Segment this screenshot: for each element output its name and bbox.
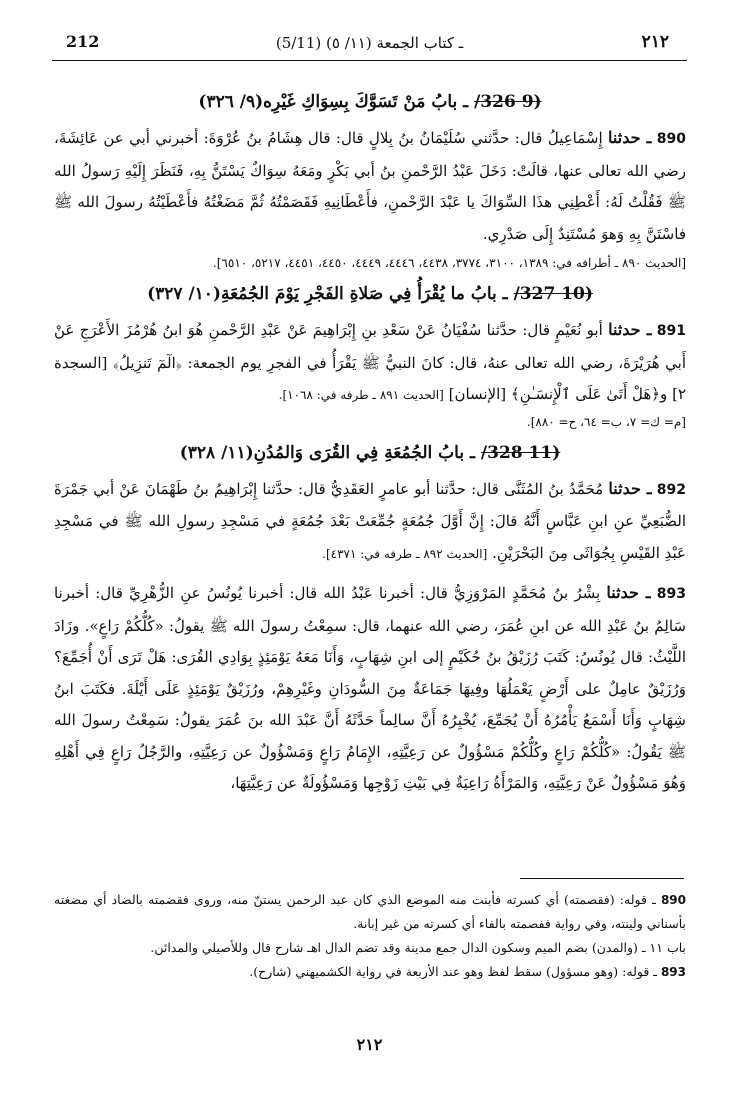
footnote: [54, 960, 686, 984]
chapter-title: ـ بابُ مَنْ تَسَوَّكَ بِسِوَاكِ غَيْرِه(٩/ ٣٢٦): [198, 92, 469, 112]
haddathana-label: ـ حدثنا: [606, 583, 651, 602]
chapter-number: (9 326/: [474, 92, 542, 112]
hadith-text: أبو نُعَيْمٍ قال: حدَّثنا سُفْيَانُ عَنْ سَعْدِ بنِ إِبْرَاهِيمَ عَنْ عَبْدِ الرَّحْمنِ هُوَ ابنُ هُرْمُزَ الأَعْرَجِ عَنْ أَبي هُرَيْرَةَ، رضي الله تعالى عنهُ، قال: كانَ النبيُّ ﷺ يَقْرَأُ في الفجرِ يوم الجمعة: ﴿الٓمٓ تَنزِيلُ﴾ [السجدة ٢] و﴿هَلْ أَتَىٰ عَلَى ٱلْإِنسَـٰنِ﴾ [الإنسان]: [54, 321, 686, 403]
running-title: (5/11) ـ كتاب الجمعة (١١/ ٥): [275, 34, 464, 52]
hadith-text: مُحَمَّدُ بنُ المُثَنَّى قال: حدَّثنا أبو عامرٍ العَقَدِيُّ قال: حدَّثنا إِبْرَاهِيمُ بنُ طَهْمَانَ عَنْ أبي جَمْرَةَ الضُّبَعِيِّ عنِ ابنِ عَبَّاسٍ أَنَّهُ قالَ: إِنَّ أَوَّلَ جُمُعَةٍ جُمِّعَتْ بَعْدَ جُمُعَةٍ في مَسْجِدِ رسولِ الله ﷺ في مَسْجِدِ عَبْدِ القَيْسِ بِجُوَاثَى مِنَ البَحْرَيْنِ.: [54, 479, 686, 562]
hadith-text: بِشْرُ بنُ مُحَمَّدٍ المَرْوَزِيُّ قال: أخبرنا عَبْدُ الله قال: أخبرنا يُونُسُ عنِ الزُّهْرِيِّ قال: أخبرنا سَالِمُ بنُ عَبْدِ الله عن ابنِ عُمَرَ، رضي الله عنهما، قال: سمِعْتُ رسولَ الله ﷺ يقولُ: «كُلُّكُمْ رَاعٍ». وزَادَ اللَّيْثُ: قال يُونُسُ: كَتَبَ رُزَيْقُ بنُ حُكَيْمٍ إلى ابنِ شِهَابٍ، وَأَنَا مَعَهُ يَوْمَئِذٍ بِوَادِي القُرَى: هَلْ تَرَى أَنْ أُجَمِّعَ؟ وَرُزَيْقٌ عامِلٌ على أَرْضٍ يَعْمَلُهَا وفِيهَا جَمَاعَةٌ مِنَ السُّودَانِ وغَيْرِهِمْ، ورُزَيْقٌ يَوْمَئِذٍ عَلَى أَيْلَةَ. فكَتَبَ ابنُ شِهَابٍ وَأَنَا أَسْمَعُ يَأْمُرُهُ أَنْ يُجَمِّعَ، يُخْبِرُهُ أَنَّ سالِماً حَدَّثَهُ أَنَّ عَبْدَ الله بنَ عُمَرَ يقولُ: سَمِعْتُ رسولَ الله ﷺ يَقُولُ: «كُلُّكُمْ رَاعٍ وكُلُّكُمْ مَسْؤُولٌ عن رَعِيَّتِهِ، الإِمَامُ رَاعٍ وَمَسْؤُولٌ عن رَعِيَّتِهِ، والرَّجُلُ رَاعٍ فِي أَهْلِهِ وَهُوَ مَسْؤُولٌ عَنْ رَعِيَّتِهِ، وَالمَرْأَةُ رَاعِيَةٌ فِي بَيْتِ زَوْجِها وَمَسْؤُولَةٌ عن رَعِيَّتِهَا،: [54, 584, 686, 792]
footnote: [54, 888, 686, 936]
header-rule: [52, 60, 687, 61]
haddathana-label: ـ حدثنا: [608, 128, 652, 147]
footnote-text: باب ١١ ـ (والمدن) بضم الميم وسكون الدال جمع مدينة وقد تضم الدال اهـ شارح قال وللأصيلي والمدائن.: [150, 940, 686, 955]
footnote-number: 893: [660, 965, 686, 979]
hadith-text: إِسْمَاعِيلُ قال: حدَّثني سُلَيْمَانُ بنُ بِلالٍ قال: قال هِشَامُ بنُ عُرْوَةَ: أخبرني أبي عن عَائِشَةَ، رضي الله تعالى عنها، قالَتْ: دَخَلَ عَبْدُ الرَّحْمنِ بنُ أبي بَكْرٍ ومَعَهُ سِوَاكٌ يَسْتَنُّ بِهِ، فَنَظَرَ إِلَيْهِ رَسولُ الله ﷺ فَقُلْتُ لَهُ: أَعْطِنِي هذَا السِّوَاكَ يا عَبْدَ الرَّحْمنِ، فأَعْطَانِيهِ فَقَصَمْتُهُ ثُمَّ مَضَغْتُهُ فأَعْطَيْتُهُ رسولَ الله ﷺ فاسْتَنَّ بِهِ وَهوَ مُسْتَنِدٌ إِلَى صَدْرِي.: [54, 129, 686, 243]
footnote-rule: [520, 878, 684, 879]
chapter-title: ـ بابُ ما يُقْرَأُ فِي صَلاةِ الفَجْرِ يَوْمَ الجُمُعَةِ(١٠/ ٣٢٧): [147, 284, 508, 304]
hadith-entry: [54, 473, 686, 570]
chapter-heading: [54, 280, 686, 308]
footnote: [54, 936, 686, 960]
footnotes: [54, 888, 686, 984]
footnote-number: 890: [660, 893, 686, 907]
main-text: [54, 82, 686, 800]
hadith-cross-reference: [م= ك= ٧، ب= ٦٤، ح= ٨٨٠].: [526, 414, 686, 429]
hadith-number: 890: [656, 131, 686, 147]
chapter-heading: [54, 88, 686, 116]
chapter-title: ـ بابُ الجُمُعَةِ فِي القُرَى وَالمُدُنِ(١١/ ٣٢٨): [179, 442, 475, 463]
hadith-number: 891: [656, 323, 686, 339]
chapter-number: (10 327/: [513, 284, 593, 304]
footnote-text: ـ قوله: (وهو مسؤول) سقط لفظ وهو عند الأربعة في رواية الكشميهني (شارح).: [249, 964, 657, 979]
page-number-arabic: ٢١٢: [641, 32, 669, 52]
chapter-number: (11 328/: [480, 442, 561, 463]
hadith-entry: [54, 577, 686, 800]
footnote-text: ـ قوله: (فقصمته) أي كسرته فأبنت منه الموضع الذي كان عبد الرحمن يستنّ منه، وروى فقضمته بالضاد أي مضغته بأسناني ولينته، وفي رواية ففصمته بالفاء أي كسرته من غير إبانة.: [54, 892, 686, 931]
hadith-number: 893: [656, 586, 687, 602]
hadith-number: 892: [656, 481, 686, 498]
hadith-entry: [54, 314, 686, 411]
chapter-heading: [54, 439, 686, 467]
page-number-footer: ٢١٢: [356, 1035, 383, 1054]
hadith-reference: [الحديث ٨٩١ ـ طرفه في: ١٠٦٨].: [278, 388, 444, 402]
hadith-entry: [54, 122, 686, 250]
page-number-latin: 212: [66, 32, 100, 51]
haddathana-label: ـ حدثنا: [608, 478, 652, 498]
hadith-reference: [الحديث ٨٩٠ ـ أطرافه في: ١٣٨٩، ٣١٠٠، ٣٧٧٤، ٤٤٣٨، ٤٤٤٦، ٤٤٤٩، ٤٤٥٠، ٤٤٥١، ٥٢١٧، ٦٥١٠].: [212, 256, 686, 270]
hadith-reference: [الحديث ٨٩٢ ـ طرفه في: ٤٣٧١].: [322, 546, 488, 561]
haddathana-label: ـ حدثنا: [608, 320, 652, 339]
